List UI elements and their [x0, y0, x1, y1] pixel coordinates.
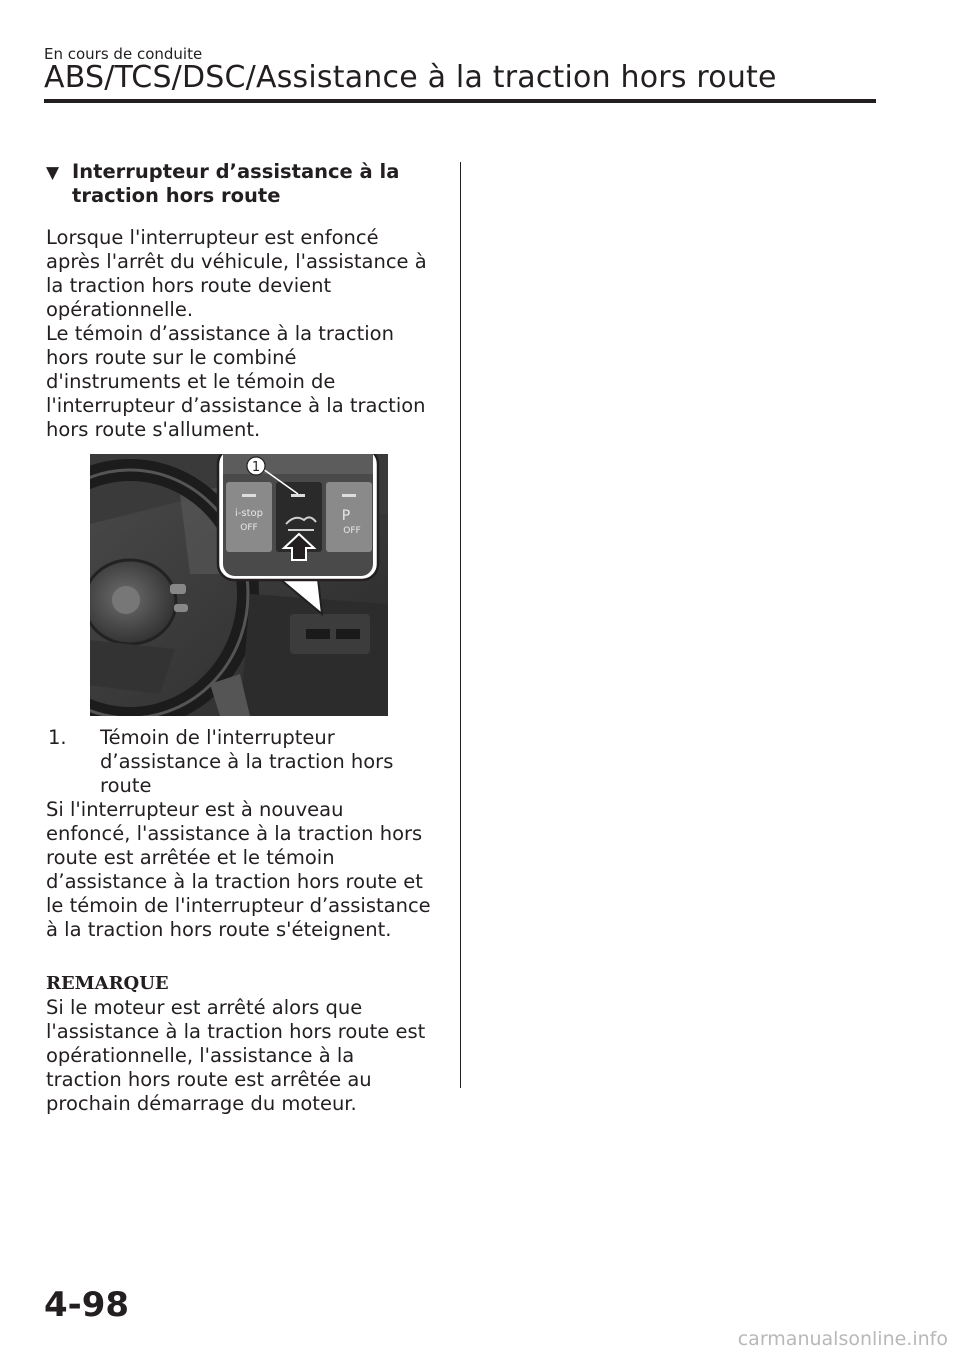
page-title: ABS/TCS/DSC/Assistance à la traction hors route	[44, 60, 777, 95]
parking-sensor-off-button	[326, 482, 372, 552]
left-column	[46, 160, 446, 1116]
istop-off-button	[226, 482, 272, 552]
paragraph-indicators-on: Le témoin d’assistance à la traction hors route sur le combiné d'instruments et le témoin de l'interrupteur d’assistance à la traction hors route s'allument.	[46, 322, 426, 441]
note-title: REMARQUE	[46, 973, 169, 994]
caption-number: 1.	[48, 726, 67, 749]
section-heading	[46, 160, 446, 208]
svg-text:OFF: OFF	[343, 526, 361, 536]
paragraph-activation: Lorsque l'interrupteur est enfoncé après l'arrêt du véhicule, l'assistance à la traction hors route devient opérationnelle.	[46, 226, 427, 321]
header-rule	[44, 99, 876, 103]
svg-text:P: P	[341, 508, 351, 524]
column-divider	[460, 162, 461, 1088]
chapter-label: En cours de conduite	[44, 45, 203, 63]
svg-text:1: 1	[251, 460, 261, 475]
heading-line-2: traction hors route	[72, 184, 281, 207]
dashboard-switch-figure	[90, 454, 388, 716]
watermark: carmanualsonline.info	[737, 1328, 948, 1350]
heading-line-1: Interrupteur d’assistance à la	[72, 160, 400, 183]
callout-number-1	[247, 457, 265, 475]
triangle-marker-icon: ▼	[46, 163, 60, 183]
dashboard-illustration	[90, 454, 388, 716]
note-text: Si le moteur est arrêté alors que l'assistance à la traction hors route est opérationnelle, l'assistance à la traction hors route est arrêtée au prochain démarrage du moteur.	[46, 996, 426, 1115]
paragraph-deactivation: Si l'interrupteur est à nouveau enfoncé, l'assistance à la traction hors route est arrêtée et le témoin d’assistance à la traction hors route et le témoin de l'interrupteur d’assistance à la traction hors route s'éteignent.	[46, 798, 431, 941]
page-number: 4-98	[44, 1285, 130, 1325]
svg-text:OFF: OFF	[240, 523, 258, 533]
svg-text:i-stop: i-stop	[235, 508, 263, 519]
figure-caption: 1. Témoin de l'interrupteur d’assistance à la traction hors route	[48, 726, 394, 797]
